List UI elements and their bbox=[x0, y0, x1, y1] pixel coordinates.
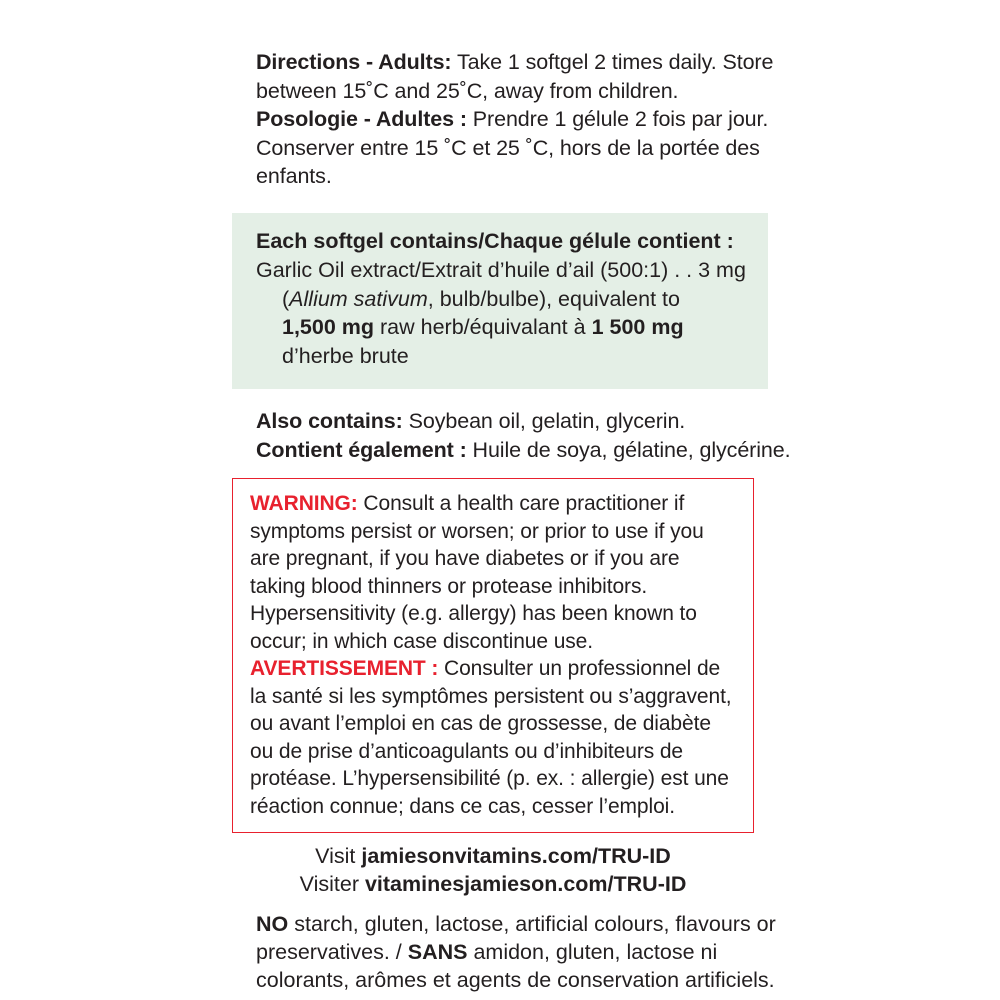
ingredient-equivalent-en: 1,500 mg bbox=[282, 315, 375, 340]
warning-box bbox=[232, 478, 754, 833]
visit-french bbox=[232, 871, 754, 899]
directions-french bbox=[256, 105, 792, 191]
free-from-french-body: amidon, gluten, lactose ni colorants, arômes et agents de conservation artificiels. bbox=[256, 939, 775, 992]
ingredient-amount: 3 mg bbox=[698, 257, 746, 282]
warning-english-heading: WARNING: bbox=[250, 492, 358, 516]
also-contains-english-heading: Also contains: bbox=[256, 408, 403, 433]
ingredient-paren-open: ( bbox=[282, 286, 290, 311]
free-from-english-heading: NO bbox=[256, 912, 289, 937]
warning-french-body: Consulter un professionnel de la santé si les symptômes persistent ou s’aggravent, ou avant l’emploi en cas de grossesse, de diabète ou de prise d’anticoagulants ou d’inhibiteurs de protéase. L’hypersensibilité (p. ex. : allergie) est une réaction connue; dans ce cas, cesser l’emploi. bbox=[250, 657, 732, 818]
visit-english-url[interactable]: jamiesonvitamins.com/TRU-ID bbox=[361, 844, 671, 869]
supplement-facts-label bbox=[232, 48, 792, 995]
ingredient-line-3 bbox=[256, 313, 748, 342]
free-from-block bbox=[232, 911, 776, 995]
warning-english-body: Consult a health care practitioner if symptoms persist or worsen; or prior to use if you are pregnant, if you have diabetes or if you are taking blood thinners or protease inhibitors. Hypersensitivity (e.g. allergy) has been known to occur; in which case discontinue use. bbox=[250, 492, 704, 653]
ingredient-equivalent-fr: 1 500 mg bbox=[591, 315, 684, 340]
free-from-english-body: starch, gluten, lactose, artificial colours, flavours or preservatives. / bbox=[256, 912, 776, 964]
ingredient-equivalent-mid: raw herb/équivalant à bbox=[374, 315, 592, 340]
also-contains-block bbox=[232, 407, 792, 464]
also-contains-french-body: Huile de soya, gélatine, glycérine. bbox=[466, 437, 791, 462]
also-contains-french bbox=[256, 436, 792, 465]
warning-french-heading: AVERTISSEMENT : bbox=[250, 657, 439, 681]
visit-english-label: Visit bbox=[315, 844, 362, 869]
warning-french bbox=[250, 655, 739, 820]
ingredient-line-1 bbox=[256, 256, 748, 285]
ingredients-heading: Each softgel contains/Chaque gélule contient : bbox=[256, 228, 734, 253]
also-contains-english bbox=[256, 407, 792, 436]
visit-french-url[interactable]: vitaminesjamieson.com/TRU-ID bbox=[364, 872, 687, 897]
directions-english-body: Take 1 softgel 2 times daily. Store between 15˚C and 25˚C, away from children. bbox=[256, 50, 774, 103]
ingredient-latin-name: Allium sativum bbox=[289, 286, 428, 311]
directions-english bbox=[256, 48, 792, 105]
directions-french-heading: Posologie - Adultes : bbox=[256, 107, 467, 132]
visit-english bbox=[232, 843, 754, 871]
ingredient-part: , bulb/bulbe), equivalent to bbox=[427, 286, 680, 311]
ingredient-name: Garlic Oil extract/Extrait d’huile d’ail (500:1) bbox=[256, 257, 669, 282]
ingredient-line-4: d’herbe brute bbox=[282, 344, 409, 369]
free-from-text bbox=[256, 911, 776, 995]
directions-english-heading: Directions - Adults: bbox=[256, 50, 452, 74]
also-contains-french-heading: Contient également : bbox=[256, 437, 467, 462]
directions-block bbox=[232, 48, 792, 191]
ingredient-dot-leader: . . bbox=[668, 257, 699, 282]
ingredient-line-2 bbox=[256, 285, 748, 314]
ingredients-panel bbox=[232, 213, 768, 389]
also-contains-english-body: Soybean oil, gelatin, glycerin. bbox=[402, 408, 686, 433]
free-from-french-heading: SANS bbox=[407, 939, 468, 964]
directions-french-body: Prendre 1 gélule 2 fois par jour. Conserver entre 15 ˚C et 25 ˚C, hors de la portée des enfants. bbox=[256, 107, 769, 189]
visit-french-label: Visiter bbox=[299, 872, 365, 897]
warning-english bbox=[250, 490, 739, 655]
visit-block bbox=[232, 843, 754, 899]
